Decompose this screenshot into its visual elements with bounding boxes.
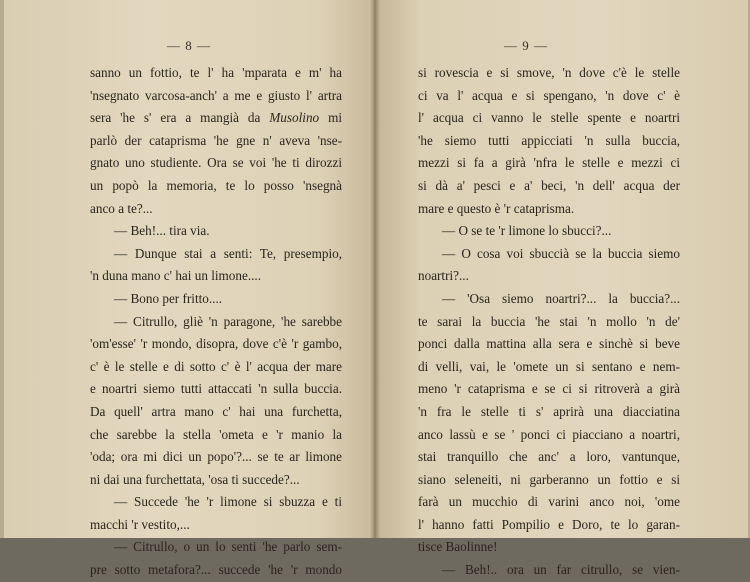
text-line: che sarebbe la stella 'ometa e 'r manio la	[90, 426, 342, 442]
text-line: — Dunque stai a senti: Te, presempio,	[114, 245, 342, 261]
text-line: ni dai una furchettata, 'osa ti succede?...	[90, 471, 300, 487]
text-line: — Bono per fritto....	[114, 290, 223, 306]
right-page	[376, 0, 748, 578]
text-line: 'he siemo tutti appicciati 'n sulla buccia,	[418, 132, 680, 148]
text-line: un popò la memoria, te lo posso 'nsegnà	[90, 177, 342, 193]
text-line: te sarai la buccia 'he stai 'n mollo 'n de'	[418, 313, 680, 329]
text-line: stai tranquillo che anc' a loro, vantunque,	[418, 449, 680, 465]
text-line: l' hanno fatti Pompilio e Doro, te lo garan-	[418, 516, 680, 532]
text-line: sera 'he s' era a mangià da Musolino mi	[90, 110, 342, 126]
text-line: Da quell' artra mano c' hai una furchetta,	[90, 403, 342, 419]
text-line: 'oda; ora mi dici un popo'?... se te ar limone	[90, 449, 342, 465]
text-line: mare e questo è 'r cataprisma.	[418, 200, 575, 216]
text-line: si rovescia e si smove, 'n dove c'è le stelle	[418, 65, 680, 80]
text-line: 'nsegnato varcosa-anch' a me e giusto l' artra	[90, 87, 342, 103]
text-line: e noartri siemo tutti attaccati 'n sulla buccia.	[90, 381, 342, 397]
page-text	[418, 62, 680, 582]
text-line: meno 'r cataprisma e se ci si ritroverà a girà	[418, 381, 680, 397]
text-line: sanno un fottio, te l' ha 'mparata e m' ha	[90, 65, 342, 80]
text-line: mezzi si fa a girà 'nfra le stelle e mezzi ci	[418, 155, 680, 171]
text-line: — O se te 'r limone lo sbucci?...	[442, 223, 612, 239]
text-line: — Beh!... tira via.	[114, 223, 210, 239]
text-line: pre sotto metafora?... succede 'he 'r mondo	[90, 562, 342, 578]
text-line: ponci dalla mattina alla sera e sinchè si beve	[418, 336, 680, 352]
page-text	[90, 62, 342, 582]
text-line: anco lassù e se ' ponci ci piacciano a noartri,	[418, 426, 680, 442]
text-line: — O cosa voi sbuccià se la buccia siemo	[442, 245, 680, 261]
text-line: macchi 'r vestito,...	[90, 516, 190, 532]
text-line: — Beh!.. ora un far citrullo, se vien-	[442, 562, 680, 578]
text-line: anco a te?...	[90, 200, 153, 216]
text-line: ci va l' acqua e si spengano, 'n dove c' è	[418, 87, 680, 103]
text-line: 'n fra le stelle ti s' aprirà una diacciatina	[418, 403, 680, 419]
text-line: siano seleneiti, ni garberanno un fottio e si	[418, 471, 680, 487]
text-line: farà un mucchio di varini anco noi, 'ome	[418, 494, 680, 510]
page-number: — 8 —	[167, 38, 211, 53]
text-line: tisce Baolinne!	[418, 539, 498, 555]
text-line: l' acqua ci vanno le stelle spente e noartri	[418, 110, 680, 126]
text-line: 'om'esse' 'r mondo, disopra, dove c'è 'r gambo,	[90, 336, 342, 352]
text-line: parlò der cataprisma 'he gne n' aveva 'nse-	[90, 132, 342, 148]
page-number: — 9 —	[504, 38, 548, 53]
text-line: si dà a' pesci e a' beci, 'n dell' acqua der	[418, 177, 680, 193]
text-line: noartri?...	[418, 268, 469, 284]
text-line: gnato uno studiente. Ora se voi 'he ti dirozzi	[90, 155, 342, 171]
text-line: — Succede 'he 'r limone si sbuzza e ti	[114, 494, 342, 510]
left-page	[4, 0, 374, 578]
text-line: — Citrullo, gliè 'n paragone, 'he sarebbe	[114, 313, 342, 329]
text-line: — 'Osa siemo noartri?... la buccia?...	[442, 290, 680, 306]
text-line: di velli, vai, le 'omete un si sentano e nem-	[418, 358, 680, 374]
book-gutter	[370, 0, 380, 538]
text-line: c' è le stelle e di sotto c' è l' acqua der mare	[90, 358, 342, 374]
text-line: 'n duna mano c' hai un limone....	[90, 268, 262, 284]
text-line: — Citrullo, o un lo senti 'he parlo sem-	[114, 539, 342, 555]
